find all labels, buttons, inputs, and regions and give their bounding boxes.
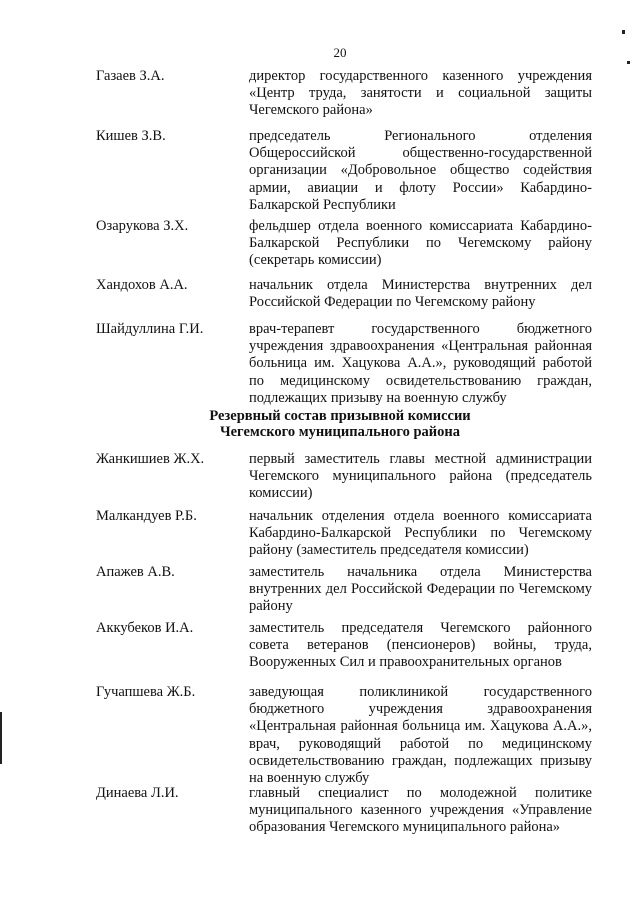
member-name: Динаева Л.И. xyxy=(96,785,179,801)
member-name: Аккубеков И.А. xyxy=(96,620,194,636)
member-name: Шайдуллина Г.И. xyxy=(96,321,204,337)
member-name: Гучапшева Ж.Б. xyxy=(96,684,196,700)
member-position: фельдшер отдела военного комиссариата Кабардино-Балкарской Республики по Чегемскому району (секретарь комиссии) xyxy=(249,218,592,269)
scan-mark xyxy=(622,30,625,34)
page-number: 20 xyxy=(333,45,347,60)
member-position: заместитель председателя Чегемского районного совета ветеранов (пенсионеров) войны, труда, Вооруженных Сил и правоохранительных органов xyxy=(249,620,592,671)
member-position: главный специалист по молодежной политике муниципального казенного учреждения «Управление образования Чегемского муниципального района» xyxy=(249,785,592,836)
member-position: заведующая поликлиникой государственного бюджетного учреждения здравоохранения «Центральная районная больница им. Хацукова А.А.», врач, руководящий работой по медицинскому освидетельствованию граждан, подлежащих призыву на военную службу xyxy=(249,684,592,787)
reserve-title-line-1: Резервный состав призывной комиссии xyxy=(209,408,471,424)
member-position: заместитель начальника отдела Министерства внутренних дел Российской Федерации по Чегемскому району xyxy=(249,564,592,615)
reserve-section-title xyxy=(0,409,640,440)
member-position: первый заместитель главы местной администрации Чегемского муниципального района (председатель комиссии) xyxy=(249,451,592,502)
member-name: Хандохов А.А. xyxy=(96,277,188,293)
member-name: Озарукова З.Х. xyxy=(96,218,189,234)
member-name: Малкандуев Р.Б. xyxy=(96,508,197,524)
reserve-title-line-2: Чегемского муниципального района xyxy=(219,423,461,440)
member-position: директор государственного казенного учреждения «Центр труда, занятости и социальной защиты Чегемского района» xyxy=(249,68,592,119)
member-name: Жанкишиев Ж.Х. xyxy=(96,451,205,467)
scan-edge-line xyxy=(0,712,2,764)
member-position: врач-терапевт государственного бюджетного учреждения здравоохранения «Центральная районная больница им. Хацукова А.А.», руководящий работой по медицинскому освидетельствованию граждан, подлежащих призыву на военную службу xyxy=(249,321,592,406)
member-name: Апажев А.В. xyxy=(96,564,175,580)
member-position: начальник отдела Министерства внутренних дел Российской Федерации по Чегемскому району xyxy=(249,277,592,311)
member-name: Кишев З.В. xyxy=(96,128,166,144)
scan-mark xyxy=(627,61,630,64)
member-position: начальник отделения отдела военного комиссариата Кабардино-Балкарской Республики по Чегемскому району (заместитель председателя комиссии) xyxy=(249,508,592,559)
member-name: Газаев З.А. xyxy=(96,68,165,84)
member-position: председатель Регионального отделения Общероссийской общественно-государственной организации «Добровольное общество содействия армии, авиации и флоту России» Кабардино-Балкарской Республики xyxy=(249,128,592,213)
